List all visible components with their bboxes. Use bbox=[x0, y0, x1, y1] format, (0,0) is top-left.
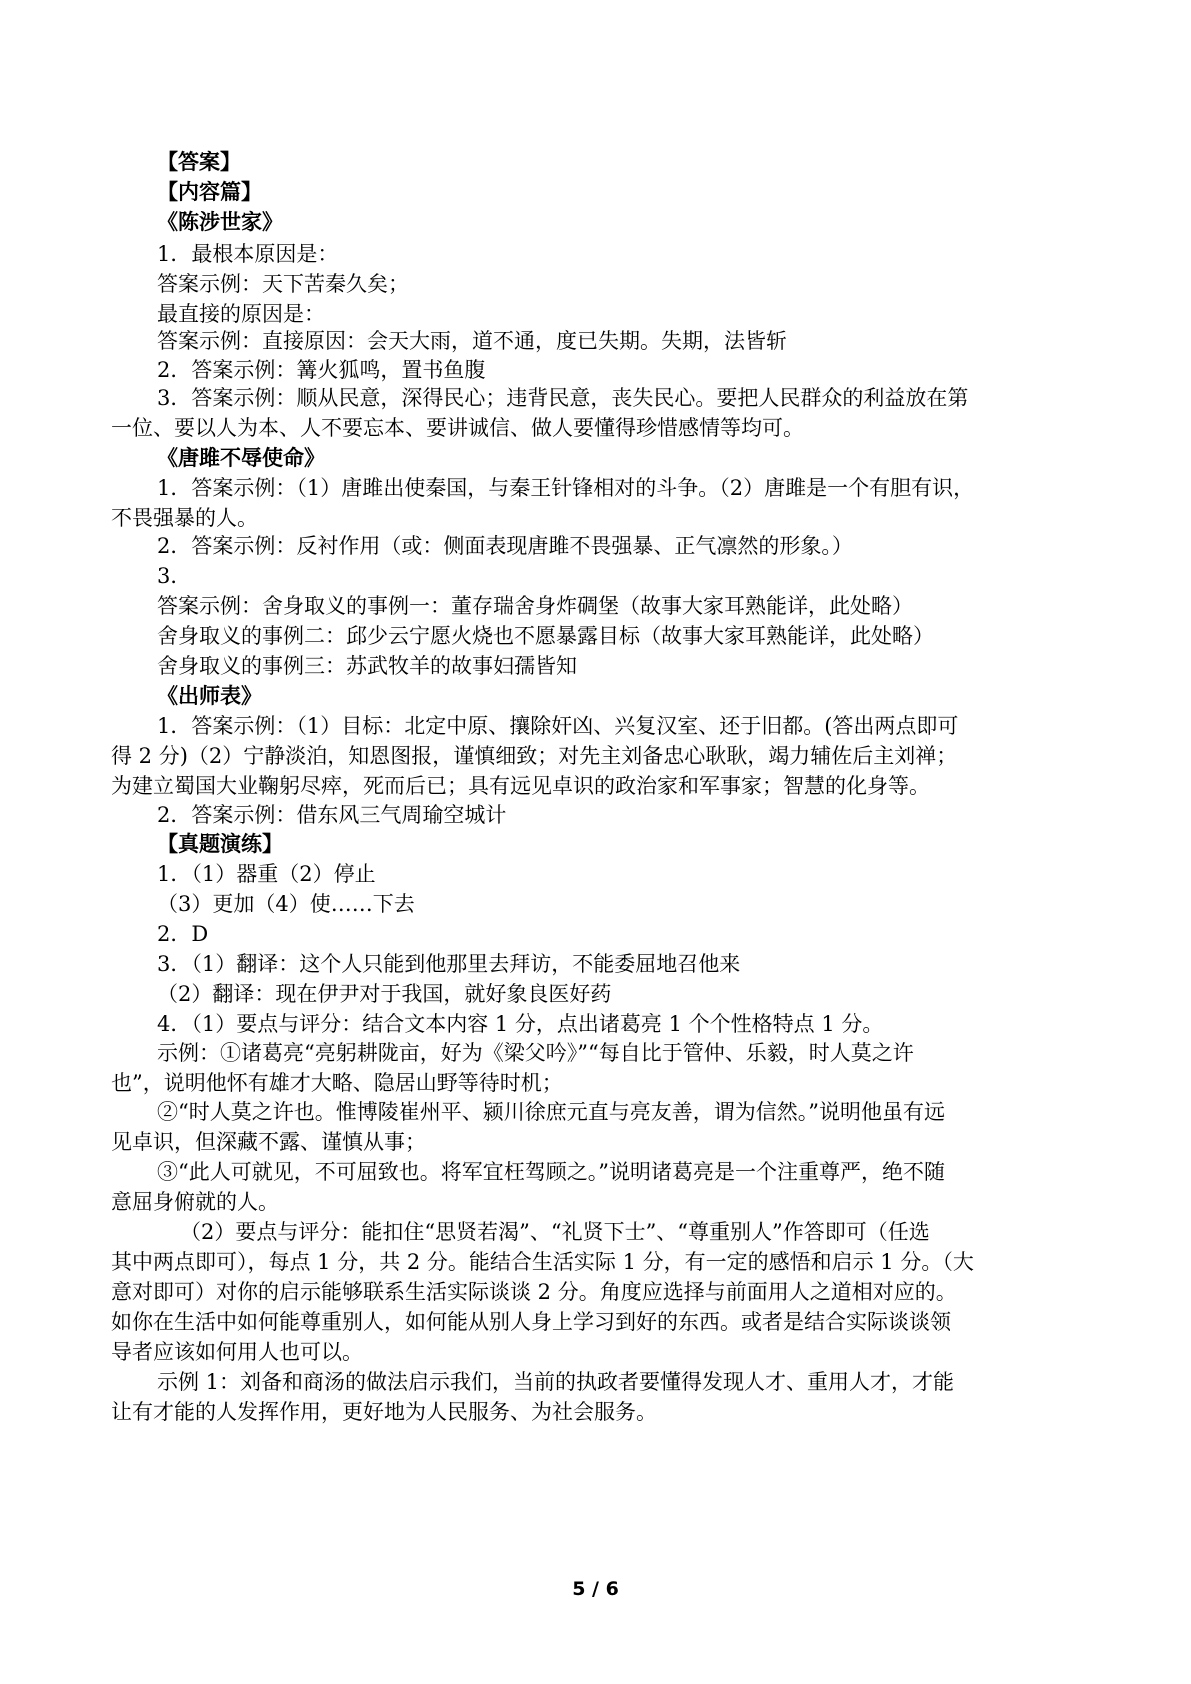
text-line: 让有才能的人发挥作用，更好地为人民服务、为社会服务。 bbox=[111, 1400, 657, 1424]
practice-section-heading: 【真题演练】 bbox=[157, 831, 283, 856]
text-line: 1．答案示例：（1）唐雎出使秦国，与秦王针锋相对的斗争。（2）唐雎是一个有胆有识， bbox=[157, 476, 975, 500]
text-line: 1．（1）器重（2）停止 bbox=[157, 862, 376, 886]
text-line: 答案示例：直接原因：会天大雨，道不通，度已失期。失期，法皆斩 bbox=[157, 329, 787, 353]
text-line: 舍身取义的事例三：苏武牧羊的故事妇孺皆知 bbox=[157, 654, 577, 678]
text-line: 3．答案示例：顺从民意，深得民心；违背民意，丧失民心。要把人民群众的利益放在第 bbox=[157, 386, 969, 410]
text-line: 1．最根本原因是： bbox=[157, 242, 339, 266]
text-line: 舍身取义的事例二：邱少云宁愿火烧也不愿暴露目标（故事大家耳熟能详，此处略） bbox=[157, 624, 934, 648]
text-line: 意对即可）对你的启示能够联系生活实际谈谈 2 分。角度应选择与前面用人之道相对应的。 bbox=[111, 1280, 957, 1304]
text-line: 见卓识，但深藏不露、谨慎从事； bbox=[111, 1130, 426, 1154]
text-line: 2．答案示例：反衬作用（或：侧面表现唐雎不畏强暴、正气凛然的形象。） bbox=[157, 534, 853, 558]
text-line: 得 2 分)（2）宁静淡泊，知恩图报，谨慎细致；对先主刘备忠心耿耿，竭力辅佐后主刘禅； bbox=[111, 744, 958, 768]
text-line: ②“时人莫之许也。惟博陵崔州平、颍川徐庶元直与亮友善，谓为信然。”说明他虽有远 bbox=[157, 1100, 945, 1124]
text-line: 3． bbox=[157, 564, 192, 588]
text-line: 4．（1）要点与评分：结合文本内容 1 分，点出诸葛亮 1 个个性格特点 1 分。 bbox=[157, 1012, 884, 1036]
text-line: （2）翻译：现在伊尹对于我国，就好象良医好药 bbox=[157, 982, 612, 1006]
text-line: 最直接的原因是： bbox=[157, 302, 325, 326]
text-line: （3）更加（4）使……下去 bbox=[157, 892, 415, 916]
text-line: 如你在生活中如何能尊重别人，如何能从别人身上学习到好的东西。或者是结合实际谈谈领 bbox=[111, 1310, 951, 1334]
text-line: ③“此人可就见，不可屈致也。将军宜枉驾顾之。”说明诸葛亮是一个注重尊严，绝不随 bbox=[157, 1160, 945, 1184]
tangju-title: 《唐雎不辱使命》 bbox=[157, 445, 325, 470]
text-line: 2．D bbox=[157, 922, 209, 946]
text-line: 意屈身俯就的人。 bbox=[111, 1190, 279, 1214]
page-number: 5 / 6 bbox=[572, 1578, 619, 1600]
text-line: 示例：①诸葛亮“亮躬耕陇亩，好为《梁父吟》”“每自比于管仲、乐毅，时人莫之许 bbox=[157, 1041, 914, 1065]
content-section-heading: 【内容篇】 bbox=[157, 179, 262, 204]
text-line: 为建立蜀国大业鞠躬尽瘁，死而后已；具有远见卓识的政治家和军事家；智慧的化身等。 bbox=[111, 774, 930, 798]
text-line: 3．（1）翻译：这个人只能到他那里去拜访，不能委屈地召他来 bbox=[157, 952, 741, 976]
text-line: 答案示例：天下苦秦久矣； bbox=[157, 272, 409, 296]
answer-heading: 【答案】 bbox=[157, 149, 241, 174]
text-line: （2）要点与评分：能扣住“思贤若渴”、“礼贤下士”、“尊重别人”作答即可（任选 bbox=[180, 1220, 930, 1244]
text-line: 不畏强暴的人。 bbox=[111, 506, 258, 530]
text-line: 2．答案示例：借东风三气周瑜空城计 bbox=[157, 803, 507, 827]
text-line: 示例 1：刘备和商汤的做法启示我们，当前的执政者要懂得发现人才、重用人才，才能 bbox=[157, 1370, 955, 1394]
text-line: 2．答案示例：篝火狐鸣，置书鱼腹 bbox=[157, 358, 486, 382]
text-line: 其中两点即可），每点 1 分，共 2 分。能结合生活实际 1 分，有一定的感悟和启示 1 分。（大 bbox=[111, 1250, 974, 1274]
chushibiao-title: 《出师表》 bbox=[157, 683, 262, 708]
text-line: 1．答案示例：（1）目标：北定中原、攘除奸凶、兴复汉室、还于旧都。(答出两点即可 bbox=[157, 714, 959, 738]
chenshe-title: 《陈涉世家》 bbox=[157, 209, 283, 234]
text-line: 导者应该如何用人也可以。 bbox=[111, 1340, 363, 1364]
text-line: 答案示例：舍身取义的事例一：董存瑞舍身炸碉堡（故事大家耳熟能详，此处略） bbox=[157, 594, 913, 618]
text-line: 一位、要以人为本、人不要忘本、要讲诚信、做人要懂得珍惜感情等均可。 bbox=[111, 416, 804, 440]
text-line: 也”，说明他怀有雄才大略、隐居山野等待时机； bbox=[111, 1071, 563, 1095]
